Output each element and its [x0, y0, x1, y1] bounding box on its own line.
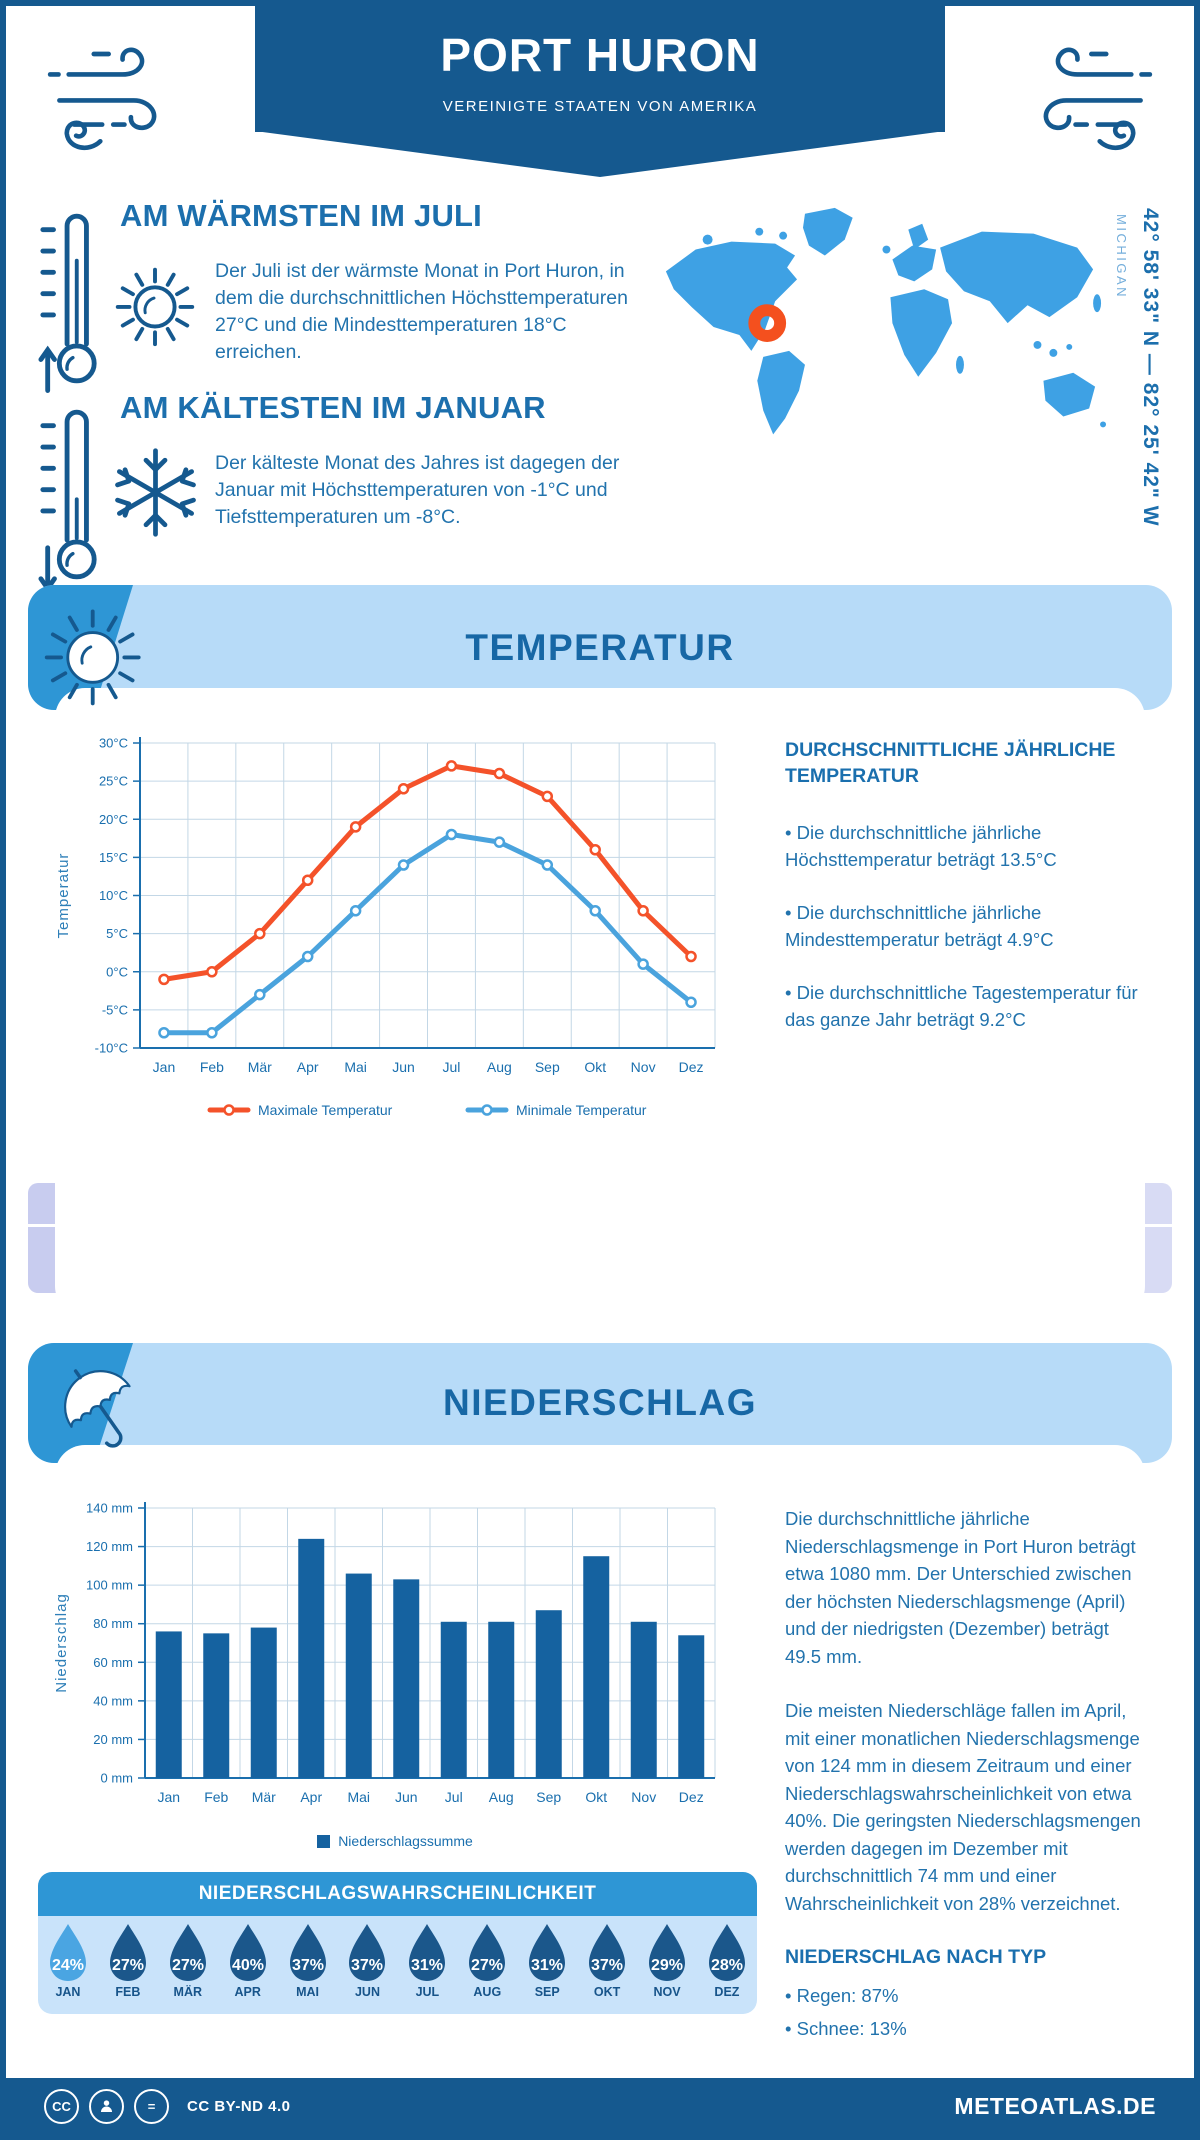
cc-icon: CC [44, 2089, 79, 2124]
warmest-heading: AM WÄRMSTEN IM JULI [120, 198, 482, 233]
svg-text:25°C: 25°C [98, 773, 128, 789]
svg-text:Maximale Temperatur: Maximale Temperatur [258, 1102, 393, 1118]
world-map [648, 205, 1110, 465]
wind-icon [1008, 28, 1158, 158]
svg-text:Jul: Jul [442, 1059, 461, 1075]
svg-text:100 mm: 100 mm [86, 1577, 133, 1593]
svg-text:20 mm: 20 mm [93, 1731, 133, 1747]
svg-text:20°C: 20°C [98, 811, 128, 827]
precipitation-bar [488, 1622, 514, 1778]
svg-text:31%: 31% [531, 1957, 564, 1974]
annual-temperature-summary [785, 737, 1147, 1059]
precipitation-bar [203, 1633, 229, 1778]
precipitation-type-title: NIEDERSCHLAG NACH TYP [785, 1946, 1047, 1968]
precipitation-bar [298, 1539, 324, 1778]
thermometer-cold-icon [38, 392, 100, 597]
svg-text:Feb: Feb [199, 1059, 224, 1075]
svg-text:Okt: Okt [584, 1059, 607, 1075]
svg-text:24%: 24% [51, 1957, 84, 1974]
probability-month-label: DEZ [714, 1985, 740, 1999]
precipitation-bar [678, 1635, 704, 1778]
svg-text:140 mm: 140 mm [86, 1500, 133, 1516]
svg-text:Feb: Feb [204, 1789, 229, 1805]
snowflake-icon [108, 445, 203, 540]
probability-drop [282, 1922, 334, 1999]
probability-month-label: SEP [534, 1985, 560, 1999]
precipitation-bar [583, 1556, 609, 1778]
probability-month-label: JUN [354, 1985, 380, 1999]
probability-month-label: AUG [473, 1985, 502, 1999]
precipitation-probability-title: NIEDERSCHLAGSWAHRSCHEINLICHKEIT [38, 1872, 757, 1916]
probability-drop [341, 1922, 393, 1999]
cc-nd-icon: = [134, 2089, 169, 2124]
probability-drop [42, 1922, 94, 1999]
annual-temperature-title: DURCHSCHNITTLICHE JÄHRLICHE TEMPERATUR [785, 739, 1116, 787]
probability-drop [521, 1922, 573, 1999]
probability-month-label: MÄR [173, 1985, 202, 1999]
svg-text:80 mm: 80 mm [93, 1616, 133, 1632]
probability-drop [401, 1922, 453, 1999]
umbrella-icon [42, 1352, 157, 1467]
precipitation-bar [393, 1579, 419, 1778]
precipitation-bar [251, 1628, 277, 1778]
svg-text:Mär: Mär [247, 1059, 272, 1075]
precipitation-bar-chart [50, 1478, 740, 1823]
svg-text:27%: 27% [471, 1957, 504, 1974]
svg-text:Dez: Dez [678, 1059, 704, 1075]
svg-text:Temperatur: Temperatur [55, 852, 72, 939]
precipitation-legend [50, 1833, 740, 1849]
temperature-section-title: TEMPERATUR [465, 626, 735, 668]
precipitation-probability-drops [38, 1916, 757, 2014]
probability-month-label: NOV [653, 1985, 681, 1999]
svg-text:Apr: Apr [300, 1789, 323, 1805]
svg-text:0 mm: 0 mm [100, 1770, 133, 1786]
page-title: PORT HURON [440, 29, 760, 81]
svg-text:-5°C: -5°C [101, 1002, 128, 1018]
svg-text:Mär: Mär [251, 1789, 276, 1805]
probability-drop [162, 1922, 214, 1999]
precipitation-paragraph: Die meisten Niederschläge fallen im April, mit einer monatlichen Niederschlagsmenge von 124 mm in diesem Zeitraum und einer Niederschlagswahrscheinlichkeit von etwa 40%. Die geringsten Niederschlagsmengen werden dagegen im Dezember mit durchschnittlich 74 mm und einer Wahrscheinlichkeit von 28% verzeichnet. [785, 1700, 1141, 1914]
svg-text:Sep: Sep [536, 1789, 562, 1805]
warmest-text: Der Juli ist der wärmste Monat in Port Huron, in dem die durchschnittlichen Höchsttemperaturen 27°C und die Mindesttemperaturen 18°C erreichen. [215, 260, 628, 363]
site-label: METEOATLAS.DE [954, 2092, 1156, 2119]
precipitation-bar [631, 1622, 657, 1778]
svg-text:Aug: Aug [488, 1789, 514, 1805]
license-label: CC BY-ND 4.0 [187, 2097, 291, 2115]
svg-text:Nov: Nov [631, 1789, 657, 1805]
probability-month-label: JUL [415, 1985, 440, 1999]
annual-temp-bullet: • Die durchschnittliche Tagestemperatur für das ganze Jahr beträgt 9.2°C [785, 982, 1138, 1030]
svg-text:31%: 31% [411, 1957, 444, 1974]
region-label: MICHIGAN [1114, 214, 1129, 299]
svg-text:37%: 37% [291, 1957, 324, 1974]
svg-text:37%: 37% [351, 1957, 384, 1974]
precipitation-probability-box [38, 1872, 757, 2014]
svg-text:Minimale Temperatur: Minimale Temperatur [516, 1102, 647, 1118]
page-subtitle: VEREINIGTE STAATEN VON AMERIKA [442, 98, 758, 115]
svg-text:Jul: Jul [444, 1789, 463, 1805]
svg-text:-10°C: -10°C [94, 1040, 128, 1056]
precipitation-type-bullet: • Regen: 87% [785, 1985, 899, 2006]
svg-text:37%: 37% [591, 1957, 624, 1974]
precipitation-bar [156, 1631, 182, 1778]
svg-text:Okt: Okt [585, 1789, 608, 1805]
precipitation-type-bullet: • Schnee: 13% [785, 2018, 907, 2039]
thermometer-warm-icon [38, 196, 100, 401]
precipitation-summary [785, 1505, 1147, 2048]
legend-swatch-icon [317, 1835, 330, 1848]
cc-by-icon [89, 2089, 124, 2124]
precipitation-section-title: NIEDERSCHLAG [442, 1382, 758, 1423]
sun-icon [106, 253, 204, 351]
footer [6, 2078, 1194, 2134]
probability-month-label: FEB [115, 1985, 141, 1999]
precipitation-bar [536, 1610, 562, 1778]
probability-drop [222, 1922, 274, 1999]
sun-banner-icon [40, 598, 155, 713]
svg-text:Niederschlag: Niederschlag [53, 1593, 70, 1693]
svg-text:Jan: Jan [157, 1789, 181, 1805]
probability-month-label: JAN [55, 1985, 81, 1999]
svg-text:Nov: Nov [630, 1059, 656, 1075]
svg-text:10°C: 10°C [98, 888, 128, 903]
license-group [44, 2089, 291, 2124]
svg-text:Dez: Dez [678, 1789, 704, 1805]
probability-month-label: APR [234, 1985, 261, 1999]
svg-text:120 mm: 120 mm [86, 1539, 133, 1555]
coldest-heading: AM KÄLTESTEN IM JANUAR [120, 390, 546, 425]
precipitation-legend-label: Niederschlagssumme [338, 1833, 473, 1849]
annual-temp-bullet: • Die durchschnittliche jährliche Höchsttemperatur beträgt 13.5°C [785, 822, 1057, 870]
svg-text:Jun: Jun [394, 1789, 418, 1805]
precipitation-bar [441, 1622, 467, 1778]
svg-text:29%: 29% [651, 1957, 684, 1974]
header-banner-chevron [255, 131, 945, 177]
svg-text:40 mm: 40 mm [93, 1693, 133, 1709]
precipitation-paragraph: Die durchschnittliche jährliche Niederschlagsmenge in Port Huron beträgt etwa 1080 mm. Der Unterschied zwischen der höchsten Niederschlagsmenge (April) und der niedrigsten (Dezember) beträgt 49.5 mm. [785, 1508, 1136, 1667]
probability-month-label: OKT [593, 1985, 621, 1999]
svg-text:Jan: Jan [152, 1059, 176, 1075]
probability-month-label: MAI [296, 1985, 320, 1999]
precipitation-bar [346, 1574, 372, 1778]
svg-text:27%: 27% [111, 1957, 144, 1974]
svg-text:Apr: Apr [296, 1059, 319, 1075]
svg-text:Sep: Sep [534, 1059, 560, 1075]
probability-drop [581, 1922, 633, 1999]
probability-drop [461, 1922, 513, 1999]
header-banner [255, 6, 945, 132]
coordinates-label: 42° 58' 33" N — 82° 25' 42" W [1139, 208, 1162, 527]
svg-text:Mai: Mai [344, 1059, 367, 1075]
svg-text:27%: 27% [171, 1957, 204, 1974]
svg-text:0°C: 0°C [106, 964, 128, 980]
svg-text:15°C: 15°C [98, 849, 128, 865]
annual-temp-bullet: • Die durchschnittliche jährliche Mindesttemperatur beträgt 4.9°C [785, 902, 1054, 950]
svg-text:60 mm: 60 mm [93, 1654, 133, 1670]
svg-text:Jun: Jun [392, 1059, 415, 1075]
svg-text:40%: 40% [231, 1957, 264, 1974]
wind-icon [42, 28, 192, 158]
probability-drop [641, 1922, 693, 1999]
temperature-line-chart [50, 718, 740, 1133]
svg-text:Mai: Mai [347, 1789, 371, 1805]
svg-text:5°C: 5°C [106, 926, 128, 942]
svg-text:Aug: Aug [486, 1059, 512, 1075]
coldest-text: Der kälteste Monat des Jahres ist dagegen der Januar mit Höchsttemperaturen von -1°C und Tiefsttemperaturen um -8°C. [215, 452, 620, 528]
svg-text:30°C: 30°C [98, 735, 128, 751]
svg-text:28%: 28% [710, 1957, 743, 1974]
probability-drop [102, 1922, 154, 1999]
probability-drop [701, 1922, 753, 1999]
